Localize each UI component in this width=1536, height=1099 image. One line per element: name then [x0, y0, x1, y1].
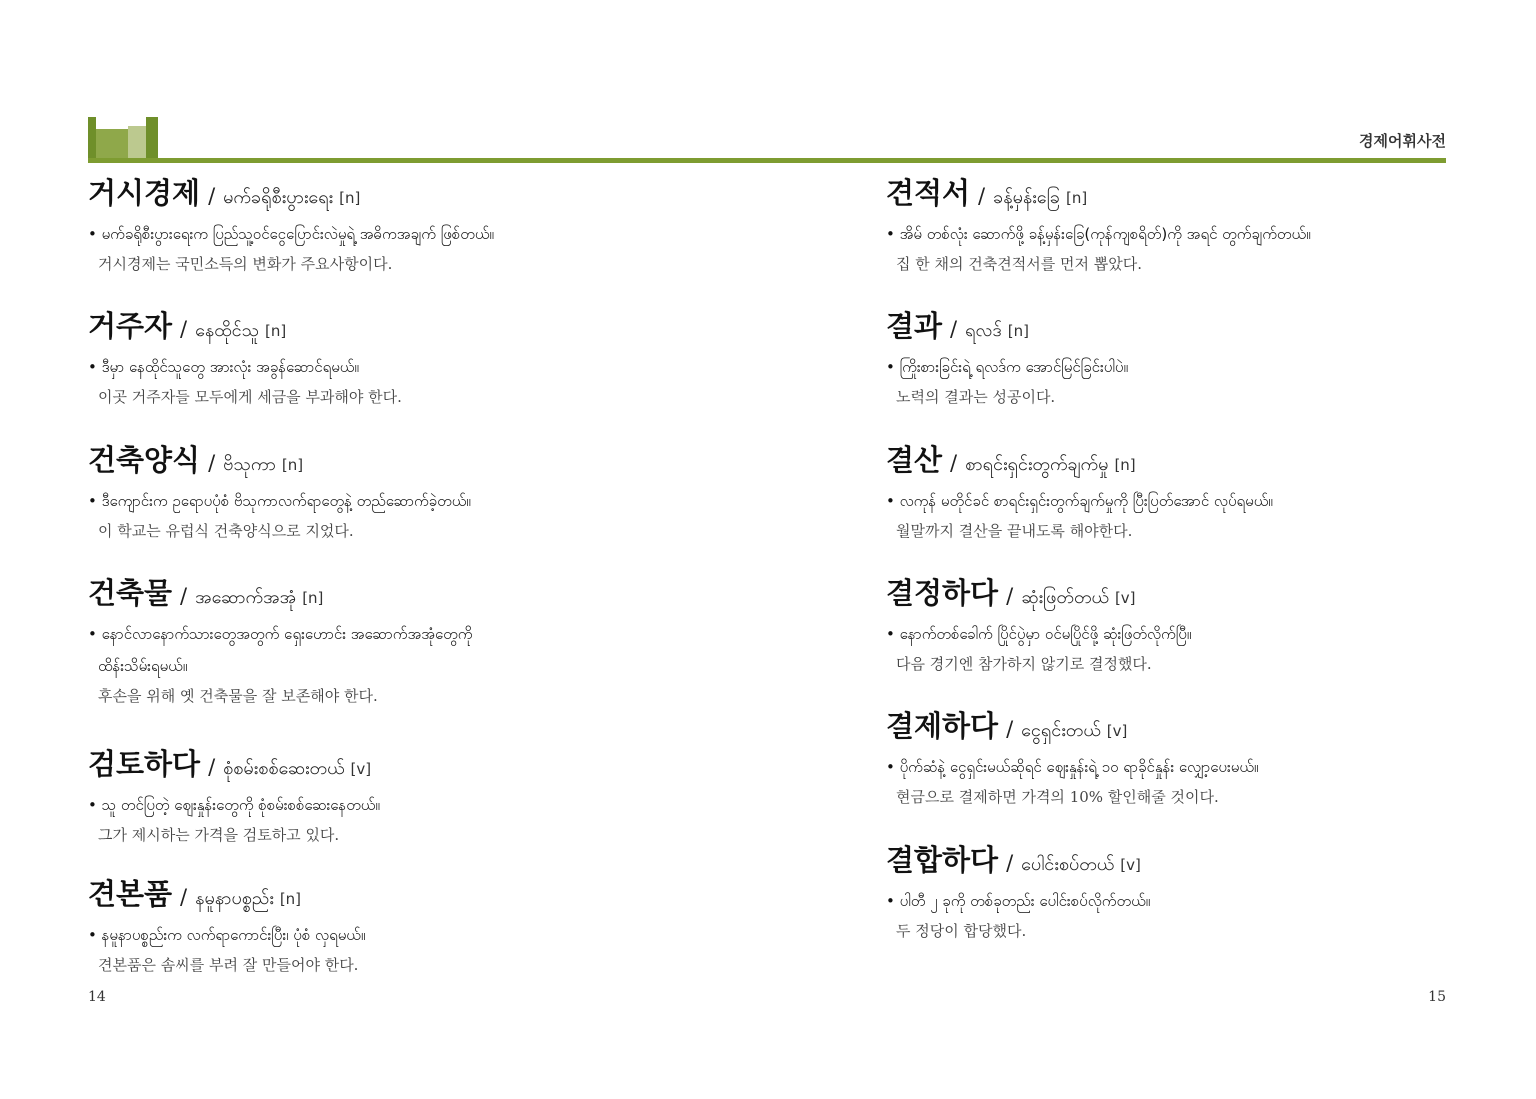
- translation: ပေါင်းစပ်တယ်: [1021, 854, 1115, 875]
- example-korean: 후손을 위해 옛 건축물을 잘 보존해야 한다.: [98, 687, 378, 705]
- part-of-speech: [n]: [1007, 322, 1029, 340]
- example-korean: 이 학교는 유럽식 건축양식으로 지었다.: [98, 522, 354, 540]
- example-burmese: • အိမ် တစ်လုံး ဆောက်ဖို့ ခန့်မှန်းခြေ(ကုန်ကျစရိတ်)ကို အရင် တွက်ချက်တယ်။: [886, 225, 1311, 243]
- translation: ခန့်မှန်းခြေ: [993, 187, 1061, 208]
- part-of-speech: [n]: [265, 322, 287, 340]
- entry-heading: [88, 575, 808, 611]
- separator: /: [1006, 584, 1014, 608]
- part-of-speech: [n]: [279, 890, 302, 908]
- separator: /: [1006, 717, 1014, 741]
- entry-heading: [886, 842, 1446, 878]
- translation: ငွေရှင်းတယ်: [1021, 720, 1101, 741]
- example-korean: 노력의 결과는 성공이다.: [896, 388, 1056, 406]
- part-of-speech: [n]: [302, 589, 324, 607]
- example-korean: 견본품은 솜씨를 부려 잘 만들어야 한다.: [98, 956, 359, 974]
- example-burmese: • လကုန် မတိုင်ခင် စာရင်းရှင်းတွက်ချက်မှုကို ပြီးပြတ်အောင် လုပ်ရမယ်။: [886, 492, 1273, 510]
- example-korean: 그가 제시하는 가격을 검토하고 있다.: [98, 826, 340, 844]
- separator: /: [208, 451, 216, 475]
- dictionary-entry: [886, 175, 1446, 279]
- page-left: [88, 0, 808, 1099]
- part-of-speech: [n]: [339, 189, 361, 207]
- part-of-speech: [n]: [281, 456, 304, 474]
- page-number-left: 14: [88, 989, 106, 1005]
- page-right: [886, 0, 1446, 1099]
- translation: ဗိသုကာ: [223, 454, 276, 475]
- separator: /: [950, 317, 958, 341]
- separator: /: [208, 184, 216, 208]
- example-korean: 월말까지 결산을 끝내도록 해야한다.: [896, 522, 1133, 540]
- separator: /: [180, 584, 188, 608]
- headword: 결제하다: [886, 709, 999, 743]
- part-of-speech: [v]: [1120, 856, 1141, 874]
- headword: 검토하다: [88, 747, 201, 781]
- headword: 결과: [886, 309, 943, 343]
- example-korean: 집 한 채의 건축견적서를 먼저 뽑았다.: [896, 255, 1142, 273]
- entry-heading: [88, 175, 808, 211]
- headword: 거시경제: [88, 176, 201, 210]
- entry-heading: [886, 308, 1446, 344]
- translation: ဆုံးဖြတ်တယ်: [1021, 587, 1109, 608]
- headword: 결합하다: [886, 843, 999, 877]
- example-burmese-continued: ထိန်းသိမ်းရမယ်။: [98, 657, 188, 675]
- example-burmese: • ဒီကျောင်းက ဥရောပပုံစံ ဗိသုကာလက်ရာတွေနဲ့ တည်ဆောက်ခဲ့တယ်။: [88, 492, 471, 510]
- entry-heading: [886, 575, 1446, 611]
- part-of-speech: [v]: [1114, 589, 1136, 607]
- translation: စာရင်းရှင်းတွက်ချက်မှု: [965, 454, 1109, 475]
- headword: 견적서: [886, 176, 971, 210]
- dictionary-entry: [88, 746, 808, 850]
- dictionary-entry: [886, 442, 1446, 546]
- entry-heading: [88, 746, 808, 782]
- translation: နမူနာပစ္စည်း: [195, 888, 274, 909]
- part-of-speech: [n]: [1114, 456, 1136, 474]
- entry-heading: [88, 308, 808, 344]
- translation: အဆောက်အအုံ: [195, 587, 297, 608]
- translation: နေထိုင်သူ: [195, 320, 260, 341]
- example-korean: 현금으로 결제하면 가격의 10% 할인해줄 것이다.: [896, 788, 1219, 806]
- book-title: 경제어휘사전: [1359, 132, 1446, 150]
- example-burmese: • နောက်တစ်ခေါက် ပြိုင်ပွဲမှာ ဝင်မပြိုင်ဖို့ ဆုံးဖြတ်လိုက်ပြီ။: [886, 625, 1192, 643]
- dictionary-entry: [88, 175, 808, 279]
- dictionary-entry: [886, 708, 1446, 812]
- dictionary-entry: [88, 442, 808, 546]
- entry-heading: [886, 708, 1446, 744]
- translation: စုံစမ်းစစ်ဆေးတယ်: [223, 758, 345, 779]
- entry-heading: [886, 175, 1446, 211]
- separator: /: [978, 184, 986, 208]
- translation: ရလဒ်: [965, 320, 1002, 341]
- example-burmese: • ပိုက်ဆံနဲ့ ငွေရှင်းမယ်ဆိုရင် ဈေးနှုန်းရဲ့ ၁၀ ရာခိုင်နှုန်း လျှော့ပေးမယ်။: [886, 758, 1259, 776]
- example-burmese: • နမူနာပစ္စည်းက လက်ရာကောင်းပြီး၊ ပုံစံ လှရမယ်။: [88, 926, 366, 944]
- example-korean: 거시경제는 국민소득의 변화가 주요사항이다.: [98, 255, 393, 273]
- headword: 건축양식: [88, 443, 201, 477]
- dictionary-entry: [886, 308, 1446, 412]
- dictionary-entry: [886, 575, 1446, 679]
- headword: 건축물: [88, 576, 173, 610]
- example-korean: 두 정당이 합당했다.: [896, 922, 1027, 940]
- dictionary-entry: [886, 842, 1446, 946]
- part-of-speech: [v]: [350, 760, 372, 778]
- translation: မက်ခရိုစီးပွားရေး: [223, 187, 334, 208]
- dictionary-entry: [88, 308, 808, 412]
- headword: 견본품: [88, 877, 173, 911]
- separator: /: [950, 451, 958, 475]
- entry-heading: [88, 442, 808, 478]
- separator: /: [180, 885, 188, 909]
- example-burmese: • ပါတီ ၂ ခုကို တစ်ခုတည်း ပေါင်းစပ်လိုက်တယ်။: [886, 892, 1151, 910]
- example-burmese: • နောင်လာနောက်သားတွေအတွက် ရှေးဟောင်း အဆောက်အအုံတွေကို: [88, 625, 473, 643]
- headword: 결산: [886, 443, 943, 477]
- dictionary-entry: [88, 876, 808, 980]
- example-burmese: • ကြိုးစားခြင်းရဲ့ ရလဒ်က အောင်မြင်ခြင်းပါပဲ။: [886, 358, 1128, 376]
- example-burmese: • မက်ခရိုစီးပွားရေးက ပြည်သူ့ဝင်ငွေပြောင်းလဲမှုရဲ့ အဓိကအချက် ဖြစ်တယ်။: [88, 225, 494, 243]
- part-of-speech: [v]: [1106, 722, 1128, 740]
- example-korean: 다음 경기엔 참가하지 않기로 결정했다.: [896, 655, 1152, 673]
- separator: /: [1006, 851, 1014, 875]
- example-korean: 이곳 거주자들 모두에게 세금을 부과해야 한다.: [98, 388, 402, 406]
- example-burmese: • ဒီမှာ နေထိုင်သူတွေ အားလုံး အခွန်ဆောင်ရမယ်။: [88, 358, 359, 376]
- example-burmese: • သူ တင်ပြတဲ့ ဈေးနှုန်းတွေကို စုံစမ်းစစ်ဆေးနေတယ်။: [88, 796, 380, 814]
- page-number-right: 15: [1428, 989, 1446, 1005]
- separator: /: [208, 755, 216, 779]
- entry-heading: [88, 876, 808, 912]
- dictionary-entry: [88, 575, 808, 711]
- entry-heading: [886, 442, 1446, 478]
- headword: 거주자: [88, 309, 173, 343]
- headword: 결정하다: [886, 576, 999, 610]
- separator: /: [180, 317, 188, 341]
- part-of-speech: [n]: [1066, 189, 1088, 207]
